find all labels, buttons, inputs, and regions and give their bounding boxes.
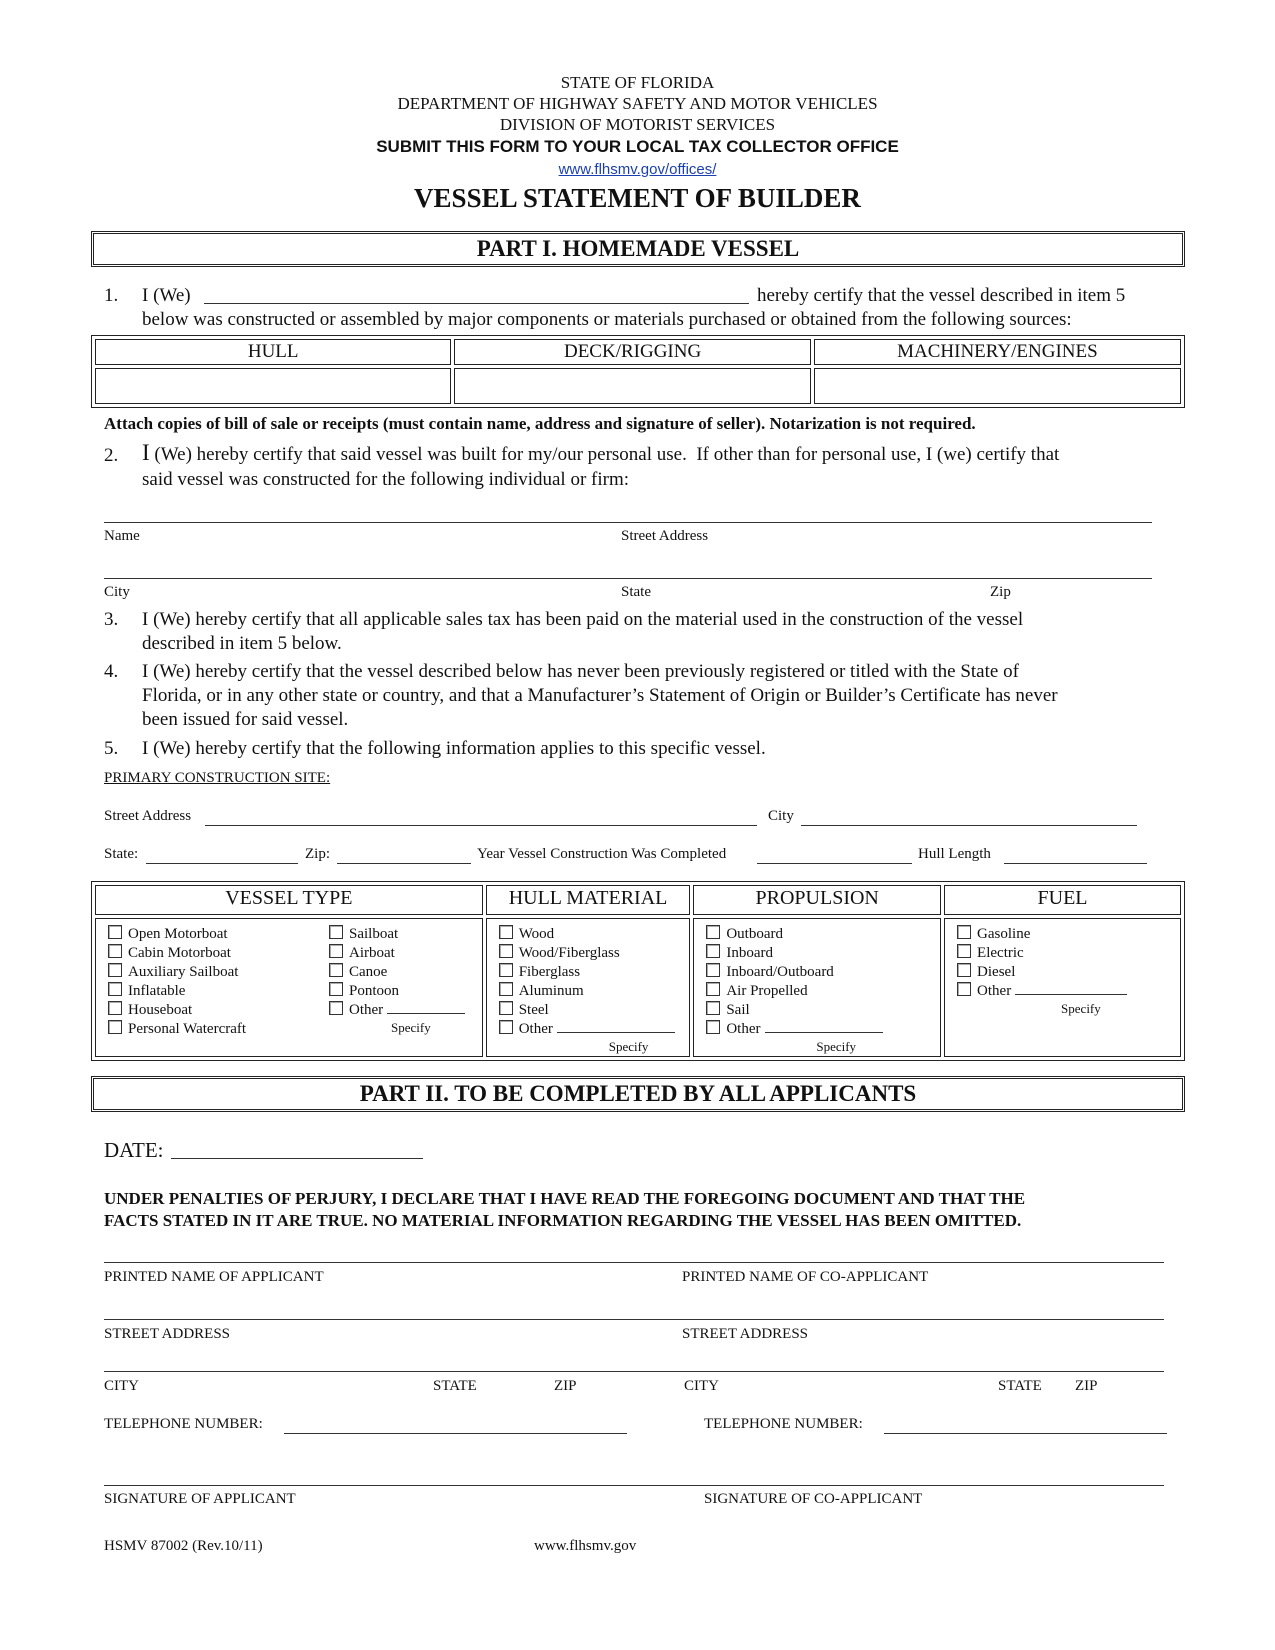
checkbox-icon[interactable]: [499, 1001, 513, 1015]
checkbox-icon[interactable]: [706, 1020, 720, 1034]
applicant-street-address-label: STREET ADDRESS: [104, 1326, 230, 1342]
item4-continuation-1: Florida, or in any other state or country, and that a Manufacturer’s Statement of Origin or Builder’s Certificate has never: [142, 685, 1058, 706]
year-completed-field[interactable]: [757, 863, 912, 864]
checkbox-icon[interactable]: [108, 982, 122, 996]
checkbox-icon[interactable]: [706, 944, 720, 958]
checkbox-icon[interactable]: [108, 925, 122, 939]
offices-link[interactable]: www.flhsmv.gov/offices/: [558, 161, 717, 178]
part1-heading: PART I. HOMEMADE VESSEL: [91, 231, 1185, 267]
option-airboat[interactable]: Airboat: [329, 944, 465, 963]
coapplicant-telephone-label: TELEPHONE NUMBER:: [704, 1416, 863, 1432]
vessel-type-header: VESSEL TYPE: [95, 885, 483, 915]
option-inboard[interactable]: Inboard: [706, 944, 940, 963]
sources-header-deck: DECK/RIGGING: [454, 339, 810, 365]
attach-note: Attach copies of bill of sale or receipts (must contain name, address and signature of seller). Notarization is not required.: [104, 414, 976, 433]
option-steel[interactable]: Steel: [499, 1001, 690, 1020]
checkbox-icon[interactable]: [499, 982, 513, 996]
checkbox-icon[interactable]: [957, 944, 971, 958]
sources-header-hull: HULL: [95, 339, 451, 365]
option-hull-other[interactable]: Other: [499, 1020, 690, 1039]
option-canoe[interactable]: Canoe: [329, 963, 465, 982]
coapplicant-telephone-field[interactable]: [884, 1433, 1167, 1434]
signature-coapplicant-label: SIGNATURE OF CO-APPLICANT: [704, 1491, 923, 1507]
option-electric[interactable]: Electric: [957, 944, 1180, 963]
date-field[interactable]: [171, 1158, 423, 1159]
year-completed-label: Year Vessel Construction Was Completed: [477, 846, 727, 862]
printed-name-applicant-label: PRINTED NAME OF APPLICANT: [104, 1269, 324, 1285]
name-label: Name: [104, 528, 140, 544]
sources-table: [91, 335, 1185, 408]
item4-number: 4.: [104, 661, 119, 682]
option-pontoon[interactable]: Pontoon: [329, 982, 465, 1001]
site-street-field[interactable]: [205, 825, 757, 826]
checkbox-icon[interactable]: [957, 982, 971, 996]
street-address-fields[interactable]: [104, 1319, 1164, 1320]
applicant-zip-label: ZIP: [554, 1378, 577, 1394]
option-wood-fiberglass[interactable]: Wood/Fiberglass: [499, 944, 690, 963]
coapplicant-city-label: CITY: [684, 1378, 719, 1394]
construction-site-heading: PRIMARY CONSTRUCTION SITE:: [104, 770, 331, 786]
item4-text: I (We) hereby certify that the vessel described below has never been previously registered or titled with the State of: [142, 661, 1019, 682]
option-inflatable[interactable]: Inflatable: [108, 982, 246, 1001]
specify-label: Specify: [1061, 1001, 1101, 1016]
option-open-motorboat[interactable]: Open Motorboat: [108, 925, 246, 944]
zip-label: Zip: [990, 584, 1011, 600]
site-city-field[interactable]: [801, 825, 1137, 826]
hull-material-header: HULL MATERIAL: [486, 885, 691, 915]
checkbox-icon[interactable]: [108, 1020, 122, 1034]
site-city-label: City: [768, 808, 794, 824]
deck-source-field[interactable]: [454, 368, 810, 404]
checkbox-icon[interactable]: [329, 963, 343, 977]
fuel-other-specify-field[interactable]: [1015, 994, 1127, 995]
option-gasoline[interactable]: Gasoline: [957, 925, 1180, 944]
site-zip-field[interactable]: [337, 863, 471, 864]
option-inboard-outboard[interactable]: Inboard/Outboard: [706, 963, 940, 982]
part2-heading: PART II. TO BE COMPLETED BY ALL APPLICANTS: [91, 1076, 1185, 1112]
hull-source-field[interactable]: [95, 368, 451, 404]
applicant-state-label: STATE: [433, 1378, 477, 1394]
option-sailboat[interactable]: Sailboat: [329, 925, 465, 944]
fuel-header: FUEL: [944, 885, 1181, 915]
form-number: HSMV 87002 (Rev.10/11): [104, 1538, 263, 1554]
option-wood[interactable]: Wood: [499, 925, 690, 944]
option-fiberglass[interactable]: Fiberglass: [499, 963, 690, 982]
builder-for-name-address-field[interactable]: [104, 522, 1152, 523]
city-state-zip-fields[interactable]: [104, 1371, 1164, 1372]
hull-length-field[interactable]: [1004, 863, 1147, 864]
checkbox-icon[interactable]: [329, 982, 343, 996]
checkbox-icon[interactable]: [108, 963, 122, 977]
option-auxiliary-sailboat[interactable]: Auxiliary Sailboat: [108, 963, 246, 982]
checkbox-icon[interactable]: [957, 925, 971, 939]
header-state: STATE OF FLORIDA: [560, 73, 715, 92]
checkbox-icon[interactable]: [706, 925, 720, 939]
checkbox-icon[interactable]: [108, 944, 122, 958]
city-label: City: [104, 584, 130, 600]
propulsion-cell: [693, 918, 941, 1057]
option-diesel[interactable]: Diesel: [957, 963, 1180, 982]
sources-header-machinery: MACHINERY/ENGINES: [814, 339, 1181, 365]
checkbox-icon[interactable]: [706, 1001, 720, 1015]
option-air-propelled[interactable]: Air Propelled: [706, 982, 940, 1001]
site-street-label: Street Address: [104, 808, 192, 824]
item3-number: 3.: [104, 609, 119, 630]
checkbox-icon[interactable]: [329, 944, 343, 958]
checkbox-icon[interactable]: [706, 963, 720, 977]
form-title: VESSEL STATEMENT OF BUILDER: [414, 183, 861, 213]
perjury-statement-2: FACTS STATED IN IT ARE TRUE. NO MATERIAL INFORMATION REGARDING THE VESSEL HAS BEEN OMITTED.: [104, 1211, 1022, 1230]
street-address-label: Street Address: [621, 528, 709, 544]
vessel-details-table: [91, 881, 1185, 1061]
hull-other-specify-field[interactable]: [557, 1032, 675, 1033]
specify-label: Specify: [816, 1039, 857, 1054]
option-outboard[interactable]: Outboard: [706, 925, 940, 944]
fuel-cell: [944, 918, 1181, 1057]
item5-text: I (We) hereby certify that the following information applies to this specific vessel.: [142, 738, 766, 759]
builder-for-city-state-zip-field[interactable]: [104, 578, 1152, 579]
builder-name-field[interactable]: [204, 303, 749, 304]
specify-label: Specify: [391, 1020, 431, 1035]
site-zip-label: Zip:: [305, 846, 330, 862]
checkbox-icon[interactable]: [706, 982, 720, 996]
item2-continuation: said vessel was constructed for the following individual or firm:: [142, 469, 630, 490]
signature-applicant-label: SIGNATURE OF APPLICANT: [104, 1491, 296, 1507]
coapplicant-zip-label: ZIP: [1075, 1378, 1098, 1394]
vessel-other-specify-field[interactable]: [387, 1013, 465, 1014]
checkbox-icon[interactable]: [499, 944, 513, 958]
header-division: DIVISION OF MOTORIST SERVICES: [499, 115, 776, 134]
coapplicant-street-address-label: STREET ADDRESS: [682, 1326, 808, 1342]
option-sail[interactable]: Sail: [706, 1001, 940, 1020]
date-label: DATE:: [104, 1138, 164, 1162]
item2-text: (We) hereby certify that said vessel was built for my/our personal use. If other than for personal use, I (we) certify that: [149, 444, 1060, 465]
item4-continuation-2: been issued for said vessel.: [142, 709, 349, 730]
checkbox-icon[interactable]: [108, 1001, 122, 1015]
hull-length-label: Hull Length: [918, 846, 991, 862]
coapplicant-state-label: STATE: [998, 1378, 1042, 1394]
item3-continuation: described in item 5 below.: [142, 633, 342, 654]
option-vessel-other[interactable]: Other: [329, 1001, 465, 1020]
item1-prefix: I (We): [142, 285, 191, 306]
header-department: DEPARTMENT OF HIGHWAY SAFETY AND MOTOR VEHICLES: [397, 94, 878, 113]
propulsion-other-specify-field[interactable]: [765, 1032, 883, 1033]
machinery-source-field[interactable]: [814, 368, 1181, 404]
item5-number: 5.: [104, 738, 119, 759]
footer-website: www.flhsmv.gov: [534, 1538, 637, 1554]
site-state-label: State:: [104, 846, 139, 862]
item1-suffix: hereby certify that the vessel described in item 5: [757, 285, 1126, 306]
checkbox-icon[interactable]: [499, 963, 513, 977]
signature-fields[interactable]: [104, 1485, 1164, 1486]
site-state-field[interactable]: [146, 863, 298, 864]
option-personal-watercraft[interactable]: Personal Watercraft: [108, 1020, 246, 1039]
option-fuel-other[interactable]: Other: [957, 982, 1180, 1001]
option-cabin-motorboat[interactable]: Cabin Motorboat: [108, 944, 246, 963]
option-houseboat[interactable]: Houseboat: [108, 1001, 246, 1020]
item1-number: 1.: [104, 285, 119, 306]
perjury-statement-1: UNDER PENALTIES OF PERJURY, I DECLARE THAT I HAVE READ THE FOREGOING DOCUMENT AND THAT THE: [104, 1189, 1026, 1208]
checkbox-icon[interactable]: [499, 925, 513, 939]
item2-big-i: I: [142, 440, 150, 465]
applicant-city-label: CITY: [104, 1378, 139, 1394]
checkbox-icon[interactable]: [329, 925, 343, 939]
item3-text: I (We) hereby certify that all applicable sales tax has been paid on the material used in the construction of the vessel: [142, 609, 1024, 630]
item1-continuation: below was constructed or assembled by major components or materials purchased or obtained from the following sources:: [142, 309, 1072, 330]
state-label: State: [621, 584, 651, 600]
hull-material-cell: [486, 918, 691, 1057]
checkbox-icon[interactable]: [499, 1020, 513, 1034]
item2-number: 2.: [104, 445, 119, 466]
propulsion-header: PROPULSION: [693, 885, 941, 915]
applicant-telephone-label: TELEPHONE NUMBER:: [104, 1416, 263, 1432]
checkbox-icon[interactable]: [329, 1001, 343, 1015]
applicant-telephone-field[interactable]: [284, 1433, 627, 1434]
printed-name-coapplicant-label: PRINTED NAME OF CO-APPLICANT: [682, 1269, 929, 1285]
checkbox-icon[interactable]: [957, 963, 971, 977]
submit-instruction: SUBMIT THIS FORM TO YOUR LOCAL TAX COLLECTOR OFFICE: [376, 137, 899, 156]
printed-name-fields[interactable]: [104, 1262, 1164, 1263]
option-aluminum[interactable]: Aluminum: [499, 982, 690, 1001]
option-propulsion-other[interactable]: Other: [706, 1020, 940, 1039]
specify-label: Specify: [608, 1039, 649, 1054]
vessel-type-cell: [95, 918, 483, 1057]
